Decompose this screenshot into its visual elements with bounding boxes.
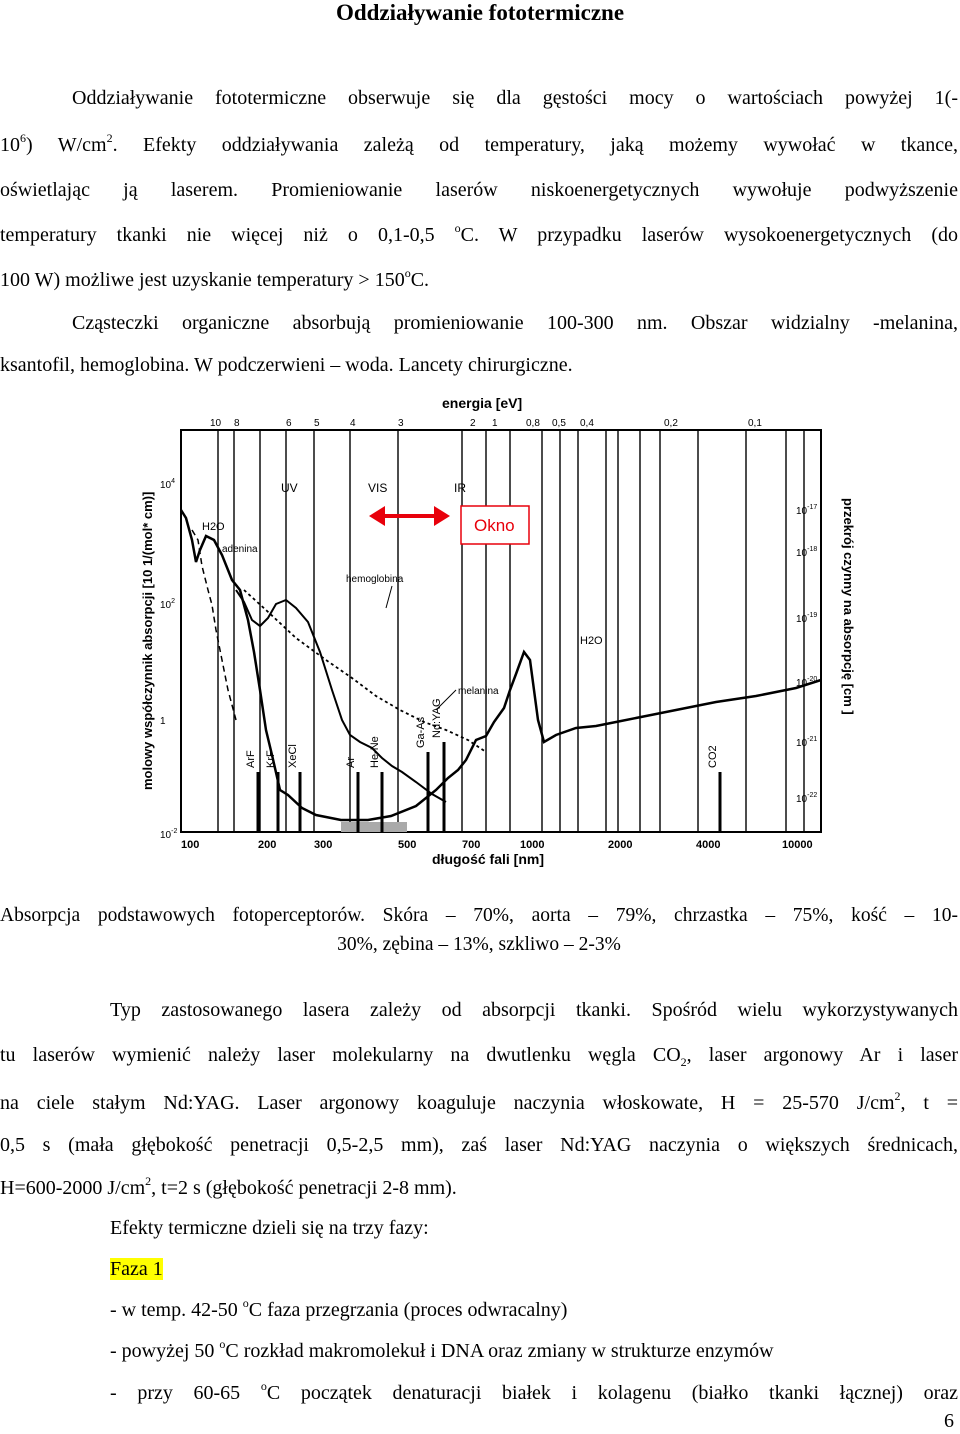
- bottom-tick-label: 10000: [782, 839, 813, 851]
- hemoglobin-curve: [236, 590, 446, 802]
- top-tick-label: 2: [470, 418, 476, 429]
- left-axis-title: molowy współczynnik absorpcji [10 1/(mol* cm)]: [140, 491, 155, 790]
- laser-label: ArF: [245, 750, 257, 768]
- melanin-curve: [244, 590, 486, 752]
- bottom-tick-label: 300: [314, 839, 333, 851]
- bottom-tick-label: 2000: [608, 839, 633, 851]
- right-tick-label: $10^{-18}$: [796, 546, 818, 559]
- window-arrow: [369, 506, 450, 526]
- paragraph-1-line-4: temperatury tkanki nie więcej niż o 0,1-0,5 $^o$C. W przypadku laserów wysokoenergetycznych (do: [0, 221, 958, 246]
- right-tick-label: $10^{-20}$: [796, 676, 818, 689]
- laser-label: KrF: [265, 750, 277, 768]
- top-tick-label: 4: [350, 418, 356, 429]
- window-label: Okno: [474, 516, 515, 535]
- paragraph-2-line-2: ksantofil, hemoglobina. W podczerwieni – woda. Lancety chirurgiczne.: [0, 354, 573, 376]
- top-tick-label: 5: [314, 418, 320, 429]
- page-number: 6: [944, 1410, 954, 1432]
- laser-label: Nd:YAG: [431, 698, 443, 738]
- right-tick-label: $10^{-22}$: [796, 792, 818, 805]
- left-tick-label: $10^2$: [160, 598, 176, 611]
- phase-1-item-1: - w temp. 42-50 $^o$C faza przegrzania (proces odwracalny): [110, 1296, 568, 1321]
- bottom-tick-label: 700: [462, 839, 481, 851]
- bottom-tick-label: 100: [181, 839, 200, 851]
- paragraph-3-line-3: na ciele stałym Nd:YAG. Laser argonowy koaguluje naczynia włoskowate, H = 25-570 $J/cm^2$, t =: [0, 1089, 958, 1114]
- adenine-curve: [192, 530, 236, 720]
- left-tick-label: 1: [160, 716, 166, 727]
- curve-label-adenine: adenina: [222, 544, 258, 555]
- bottom-tick-labels: [181, 839, 813, 851]
- top-axis-title: energia [eV]: [442, 395, 523, 411]
- curve-label-water-left: H2O: [202, 521, 225, 533]
- top-tick-label: 8: [234, 418, 240, 429]
- right-tick-label: $10^{-19}$: [796, 612, 818, 625]
- figure-caption-line-1: Absorpcja podstawowych fotoperceptorów. Skóra – 70%, aorta – 79%, chrzastka – 75%, kość – 10-: [0, 905, 958, 926]
- bottom-tick-label: 1000: [520, 839, 545, 851]
- top-tick-label: 6: [286, 418, 292, 429]
- phase-1-heading: Faza 1: [110, 1258, 163, 1280]
- right-tick-labels: [796, 504, 817, 805]
- curve-label-melanin: melanina: [458, 686, 499, 697]
- right-tick-label: $10^{-21}$: [796, 736, 818, 749]
- left-tick-labels: [160, 478, 177, 841]
- bottom-axis-title: długość fali [nm]: [432, 851, 544, 867]
- paragraph-3-line-5: H=600-2000 $J/cm^2$, t=2 s (głębokość penetracji 2-8 mm).: [0, 1174, 457, 1199]
- top-tick-label: 0,2: [664, 418, 678, 429]
- region-label-vis: VIS: [368, 481, 388, 495]
- phase-1-item-2: - powyżej 50 $^o$C rozkład makromolekuł i DNA oraz zmiany w strukturze enzymów: [110, 1337, 774, 1362]
- paragraph-1-line-2: $10^6$) $W/cm^2$. Efekty oddziaływania zależą od temperatury, jaką możemy wywołać w tkance,: [0, 131, 958, 156]
- top-tick-label: 0,1: [748, 418, 762, 429]
- document-title: Oddziaływanie fototermiczne: [335, 0, 625, 25]
- left-tick-label: $10^4$: [160, 478, 176, 491]
- paragraph-2-line-1: Cząsteczki organiczne absorbują promieniowanie 100-300 nm. Obszar widzialny -melanina,: [72, 312, 958, 334]
- paragraph-3-line-4: 0,5 s (mała głębokość penetracji 0,5-2,5 mm), zaś laser Nd:YAG naczynia o większych średnicach,: [0, 1134, 958, 1156]
- laser-label: XeCl: [287, 744, 299, 768]
- paragraph-1-line-3: oświetlając ją laserem. Promieniowanie laserów niskoenergetycznych wywołuje podwyższenie: [0, 179, 958, 201]
- bottom-tick-label: 200: [258, 839, 277, 851]
- laser-lines: [245, 698, 720, 832]
- curve-label-hemoglobin: hemoglobina: [346, 574, 404, 585]
- top-tick-label: 10: [210, 418, 222, 429]
- absorption-spectrum-figure: [136, 390, 856, 870]
- laser-label: Ar: [345, 757, 357, 768]
- vertical-gridlines: [218, 430, 804, 832]
- paragraph-3-line-2: tu laserów wymienić należy laser molekularny na dwutlenku węgla $CO_2$, laser argonowy Ar i laser: [0, 1044, 959, 1069]
- left-tick-label: $10^{-2}$: [160, 828, 178, 841]
- paragraph-1-line-1: Oddziaływanie fototermiczne obserwuje się dla gęstości mocy o wartościach powyżej 1(-: [72, 87, 958, 109]
- top-tick-label: 0,8: [526, 418, 540, 429]
- region-label-uv: UV: [281, 481, 298, 495]
- right-axis-title: przekrój czynny na absorpcję [cm ]: [841, 498, 856, 715]
- paragraph-1-line-5: 100 W) możliwe jest uzyskanie temperatury > $150^oC$.: [0, 266, 430, 291]
- hemoglobin-pointer: [386, 586, 392, 608]
- laser-band-shading: [341, 822, 407, 832]
- top-tick-label: 3: [398, 418, 404, 429]
- curve-label-water-right: H2O: [580, 635, 603, 647]
- top-tick-label: 0,4: [580, 418, 594, 429]
- laser-label: CO2: [707, 745, 719, 768]
- laser-label: Ga-As: [415, 716, 427, 748]
- phase-1-item-3: - przy 60-65 $^o$C początek denaturacji białek i kolagenu (białko tkanki łącznej) oraz: [110, 1379, 959, 1404]
- region-label-ir: IR: [454, 481, 466, 495]
- top-tick-label: 0,5: [552, 418, 566, 429]
- top-tick-labels: [210, 418, 762, 429]
- bottom-tick-label: 4000: [696, 839, 721, 851]
- paragraph-3-line-1: Typ zastosowanego lasera zależy od absorpcji tkanki. Spośród wielu wykorzystywanych: [110, 999, 958, 1021]
- bottom-tick-label: 500: [398, 839, 417, 851]
- right-tick-label: $10^{-17}$: [796, 504, 818, 517]
- figure-caption-line-2: 30%, zębina – 13%, szkliwo – 2-3%: [337, 934, 621, 955]
- laser-label: He-Ne: [369, 736, 381, 768]
- top-tick-label: 1: [492, 418, 498, 429]
- phases-intro: Efekty termiczne dzieli się na trzy fazy:: [110, 1217, 429, 1239]
